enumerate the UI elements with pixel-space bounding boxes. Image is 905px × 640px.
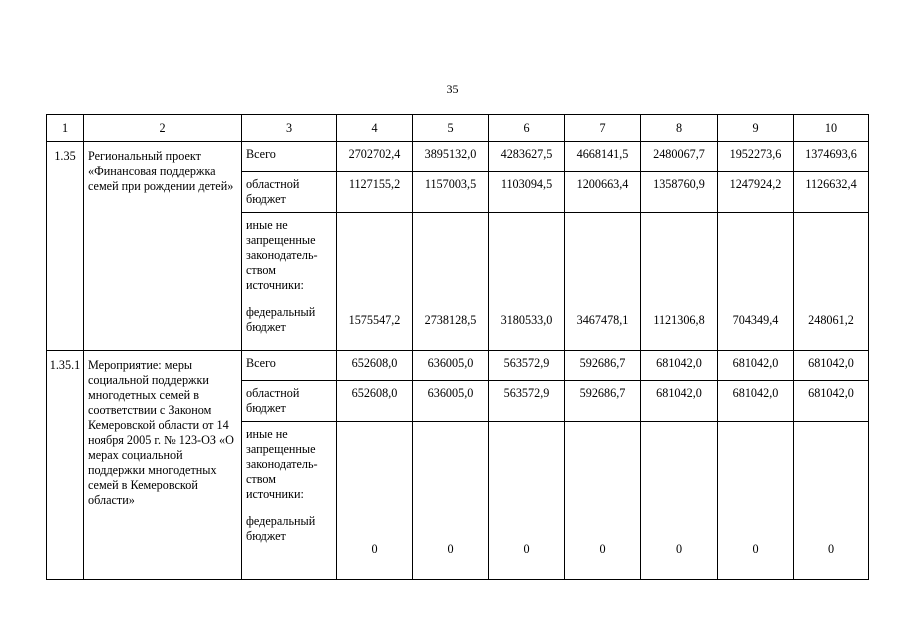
column-header: 10 xyxy=(794,115,869,142)
value-cell: 3180533,0 xyxy=(489,213,565,351)
value-cell: 681042,0 xyxy=(641,381,718,422)
column-header: 6 xyxy=(489,115,565,142)
column-header: 2 xyxy=(84,115,242,142)
column-header: 7 xyxy=(565,115,641,142)
value-cell: 2480067,7 xyxy=(641,142,718,172)
value-cell: 592686,7 xyxy=(565,351,641,381)
value-cell: 2702702,4 xyxy=(337,142,413,172)
value-cell: 3895132,0 xyxy=(413,142,489,172)
column-header: 5 xyxy=(413,115,489,142)
line-label: областной бюджет xyxy=(242,381,337,422)
value-cell: 1126632,4 xyxy=(794,172,869,213)
value-cell: 0 xyxy=(489,422,565,580)
column-header: 4 xyxy=(337,115,413,142)
row-name: Региональный проект «Финансовая поддержка семей при рождении детей» xyxy=(84,142,242,351)
value-cell: 0 xyxy=(565,422,641,580)
federal-budget-label: федеральный бюджет xyxy=(246,305,316,334)
value-cell: 704349,4 xyxy=(718,213,794,351)
value-cell: 0 xyxy=(718,422,794,580)
row-number: 1.35 xyxy=(47,142,84,351)
line-label: Всего xyxy=(242,351,337,381)
column-header: 3 xyxy=(242,115,337,142)
column-header: 9 xyxy=(718,115,794,142)
value-cell: 681042,0 xyxy=(718,351,794,381)
value-cell: 1121306,8 xyxy=(641,213,718,351)
value-cell: 681042,0 xyxy=(641,351,718,381)
value-cell: 681042,0 xyxy=(794,351,869,381)
value-cell: 0 xyxy=(337,422,413,580)
value-cell: 1103094,5 xyxy=(489,172,565,213)
value-cell: 681042,0 xyxy=(718,381,794,422)
value-cell: 636005,0 xyxy=(413,351,489,381)
row-name: Мероприятие: меры социальной поддержки многодетных семей в соответствии с Законом Кемеровской области от 14 ноября 2005 г. № 123-ОЗ «О мерах социальной поддержки многодетных семей в Кемеровской области» xyxy=(84,351,242,580)
sources-label: иные не запрещенные законодатель-ством источники: xyxy=(246,427,318,501)
value-cell: 1127155,2 xyxy=(337,172,413,213)
line-label xyxy=(242,422,337,580)
line-label: Всего xyxy=(242,142,337,172)
value-cell: 3467478,1 xyxy=(565,213,641,351)
value-cell: 4668141,5 xyxy=(565,142,641,172)
column-header: 1 xyxy=(47,115,84,142)
value-cell: 636005,0 xyxy=(413,381,489,422)
value-cell: 0 xyxy=(413,422,489,580)
value-cell: 1358760,9 xyxy=(641,172,718,213)
row-number: 1.35.1 xyxy=(47,351,84,580)
budget-table xyxy=(46,114,869,580)
table-row xyxy=(47,351,869,381)
value-cell: 1200663,4 xyxy=(565,172,641,213)
value-cell: 248061,2 xyxy=(794,213,869,351)
value-cell: 592686,7 xyxy=(565,381,641,422)
value-cell: 1952273,6 xyxy=(718,142,794,172)
page-number: 35 xyxy=(446,82,459,96)
value-cell: 1247924,2 xyxy=(718,172,794,213)
column-header: 8 xyxy=(641,115,718,142)
federal-budget-label: федеральный бюджет xyxy=(246,514,316,543)
value-cell: 681042,0 xyxy=(794,381,869,422)
sources-label: иные не запрещенные законодатель-ством источники: xyxy=(246,218,318,292)
value-cell: 652608,0 xyxy=(337,381,413,422)
value-cell: 0 xyxy=(794,422,869,580)
value-cell: 1374693,6 xyxy=(794,142,869,172)
value-cell: 1575547,2 xyxy=(337,213,413,351)
value-cell: 652608,0 xyxy=(337,351,413,381)
value-cell: 0 xyxy=(641,422,718,580)
table-row xyxy=(47,142,869,172)
value-cell: 563572,9 xyxy=(489,351,565,381)
value-cell: 4283627,5 xyxy=(489,142,565,172)
line-label: областной бюджет xyxy=(242,172,337,213)
table-header-row xyxy=(47,115,869,142)
line-label xyxy=(242,213,337,351)
value-cell: 563572,9 xyxy=(489,381,565,422)
value-cell: 1157003,5 xyxy=(413,172,489,213)
value-cell: 2738128,5 xyxy=(413,213,489,351)
